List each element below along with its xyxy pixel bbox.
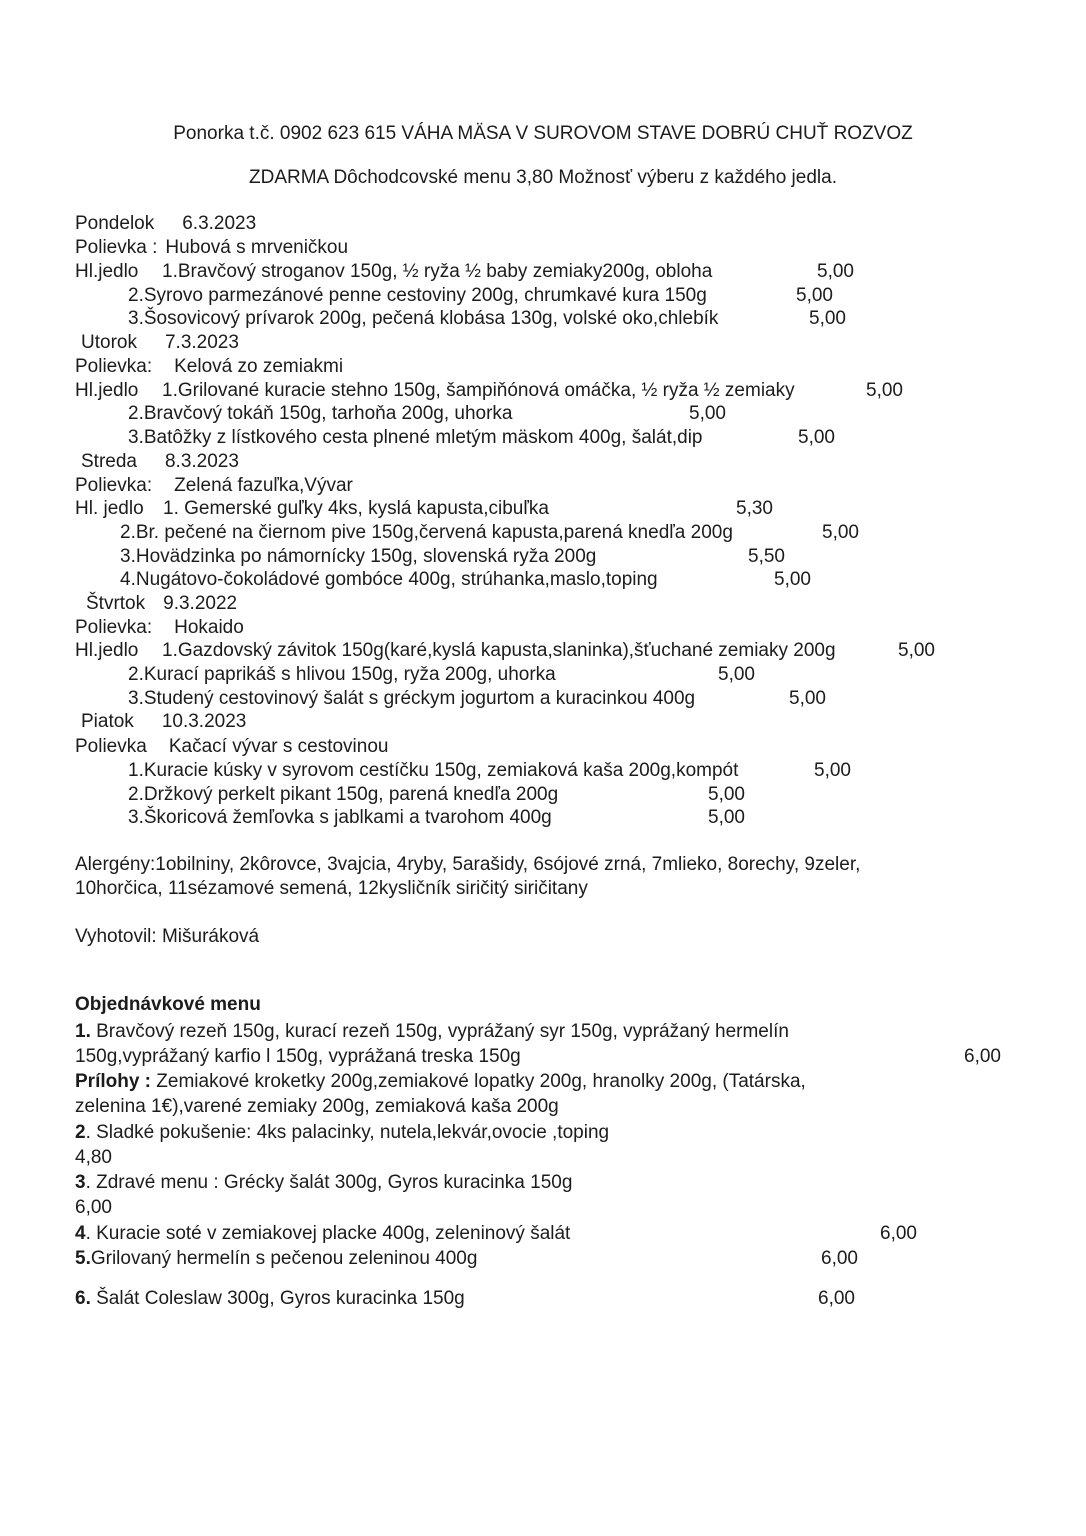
soup-line bbox=[75, 237, 348, 259]
soup-name: Hubová s mrveničkou bbox=[165, 237, 349, 258]
sides-line-1 bbox=[75, 1071, 806, 1093]
item-text: Grilovaný hermelín s pečenou zeleninou 400g bbox=[90, 1248, 478, 1269]
item-text: Bravčový rezeň 150g, kurací rezeň 150g, vyprážaný syr 150g, vyprážaný hermelín bbox=[90, 1021, 789, 1042]
item-number: 6. bbox=[75, 1288, 91, 1309]
dish-text: 1. Gemerské guľky 4ks, kyslá kapusta,cibuľka bbox=[163, 498, 549, 519]
item-number: 3 bbox=[75, 1172, 86, 1193]
order-item-price: 6,00 bbox=[821, 1248, 858, 1269]
soup-label: Polievka bbox=[75, 736, 147, 757]
order-item-5 bbox=[75, 1248, 477, 1270]
dish-text: 3.Studený cestovinový šalát s gréckym jogurtom a kuracinkou 400g bbox=[128, 688, 696, 709]
item-text: . Sladké pokušenie: 4ks palacinky, nutela,lekvár,ovocie ,toping bbox=[85, 1122, 610, 1143]
day-heading bbox=[75, 213, 256, 235]
order-item-2 bbox=[75, 1122, 609, 1144]
dish-price: 5,00 bbox=[789, 688, 826, 709]
dish-text: 3.Batôžky z lístkového cesta plnené mletým mäskom 400g, šalát,dip bbox=[128, 427, 703, 448]
order-item-1-line-2: 150g,vyprážaný karfio l 150g, vyprážaná treska 150g bbox=[75, 1046, 521, 1067]
day-date: 8.3.2023 bbox=[164, 451, 239, 472]
order-menu-title: Objednávkové menu bbox=[75, 994, 261, 1015]
soup-label: Polievka: bbox=[75, 356, 153, 377]
day-name: Piatok bbox=[81, 711, 134, 732]
day-name: Streda bbox=[81, 451, 137, 472]
dish-text: 1.Gazdovský závitok 150g(karé,kyslá kapusta,slaninka),šťuchané zemiaky 200g bbox=[162, 640, 836, 661]
dish-price: 5,00 bbox=[809, 308, 846, 329]
soup-label: Polievka: bbox=[75, 475, 153, 496]
soup-name: Kelová zo zemiakmi bbox=[174, 356, 344, 377]
soup-line bbox=[75, 617, 244, 639]
dish-text: 3.Šosovicový prívarok 200g, pečená klobása 130g, volské oko,chlebík bbox=[128, 308, 719, 329]
main-dish-label: Hl.jedlo bbox=[75, 640, 139, 661]
sides-label: Prílohy : bbox=[75, 1071, 152, 1092]
soup-name: Zelená fazuľka,Vývar bbox=[174, 475, 353, 496]
allergens-line-1: Alergény:1obilniny, 2kôrovce, 3vajcia, 4ryby, 5arašidy, 6sójové zrná, 7mlieko, 8orechy, 9zeler, bbox=[75, 854, 861, 875]
item-number: 5. bbox=[75, 1248, 91, 1269]
day-heading bbox=[81, 451, 239, 473]
item-number: 1. bbox=[75, 1021, 91, 1042]
item-number: 4 bbox=[75, 1223, 86, 1244]
dish-text: 3.Škoricová žemľovka s jablkami a tvarohom 400g bbox=[128, 807, 552, 828]
order-item-price: 6,00 bbox=[818, 1288, 855, 1309]
soup-name: Kačací vývar s cestovinou bbox=[168, 736, 389, 757]
day-heading bbox=[81, 332, 239, 354]
day-name: Utorok bbox=[81, 332, 137, 353]
day-heading bbox=[81, 711, 246, 733]
dish-text: 1.Grilované kuracie stehno 150g, šampiňónová omáčka, ½ ryža ½ zemiaky bbox=[162, 380, 795, 401]
soup-line bbox=[75, 475, 353, 497]
allergens-line-2: 10horčica, 11sézamové semená, 12kysličník siričitý siričitany bbox=[75, 878, 588, 899]
dish-price: 5,00 bbox=[708, 784, 745, 805]
dish-text: 1.Kuracie kúsky v syrovom cestíčku 150g, zemiaková kaša 200g,kompót bbox=[128, 760, 739, 781]
prepared-by: Vyhotovil: Mišuráková bbox=[75, 926, 260, 947]
item-text: . Kuracie soté v zemiakovej placke 400g, zeleninový šalát bbox=[85, 1223, 571, 1244]
dish-price: 5,00 bbox=[822, 522, 859, 543]
item-text: . Zdravé menu : Grécky šalát 300g, Gyros kuracinka 150g bbox=[85, 1172, 573, 1193]
header-line-1: Ponorka t.č. 0902 623 615 VÁHA MÄSA V SUROVOM STAVE DOBRÚ CHUŤ ROZVOZ bbox=[173, 123, 913, 144]
dish-price: 5,00 bbox=[814, 760, 851, 781]
soup-name: Hokaido bbox=[174, 617, 244, 638]
soup-line bbox=[75, 736, 388, 758]
order-item-4 bbox=[75, 1223, 570, 1245]
item-text: Šalát Coleslaw 300g, Gyros kuracinka 150g bbox=[90, 1288, 465, 1309]
dish-price: 5,00 bbox=[798, 427, 835, 448]
dish-price: 5,00 bbox=[898, 640, 935, 661]
sides-text: Zemiakové kroketky 200g,zemiakové lopatky 200g, hranolky 200g, (Tatárska, bbox=[151, 1071, 806, 1092]
dish-price: 5,00 bbox=[774, 569, 811, 590]
dish-price: 5,30 bbox=[736, 498, 773, 519]
dish-price: 5,00 bbox=[796, 285, 833, 306]
dish-price: 5,00 bbox=[817, 261, 854, 282]
order-item-price: 6,00 bbox=[75, 1197, 112, 1218]
dish-price: 5,00 bbox=[689, 403, 726, 424]
main-dish-label: Hl. jedlo bbox=[75, 498, 144, 519]
sides-line-2: zelenina 1€),varené zemiaky 200g, zemiaková kaša 200g bbox=[75, 1096, 559, 1117]
order-item-price: 4,80 bbox=[75, 1147, 112, 1168]
dish-price: 5,00 bbox=[708, 807, 745, 828]
day-date: 9.3.2022 bbox=[163, 593, 238, 614]
dish-text: 1.Bravčový stroganov 150g, ½ ryža ½ baby zemiaky200g, obloha bbox=[162, 261, 713, 282]
header-line-2: ZDARMA Dôchodcovské menu 3,80 Možnosť výberu z každého jedla. bbox=[249, 167, 837, 188]
dish-text: 3.Hovädzinka po námornícky 150g, slovenská ryža 200g bbox=[120, 546, 597, 567]
dish-text: 2.Syrovo parmezánové penne cestoviny 200g, chrumkavé kura 150g bbox=[128, 285, 707, 306]
dish-text: 4.Nugátovo-čokoládové gombóce 400g, strúhanka,maslo,toping bbox=[120, 569, 658, 590]
dish-text: 2.Kurací paprikáš s hlivou 150g, ryža 200g, uhorka bbox=[128, 664, 556, 685]
soup-line bbox=[75, 356, 343, 378]
dish-text: 2.Br. pečené na čiernom pive 150g,červená kapusta,parená knedľa 200g bbox=[120, 522, 733, 543]
day-date: 10.3.2023 bbox=[161, 711, 247, 732]
dish-text: 2.Držkový perkelt pikant 150g, parená knedľa 200g bbox=[128, 784, 559, 805]
day-name: Pondelok bbox=[75, 213, 155, 234]
item-number: 2 bbox=[75, 1122, 86, 1143]
dish-price: 5,00 bbox=[718, 664, 755, 685]
order-item-price: 6,00 bbox=[964, 1046, 1001, 1067]
soup-label: Polievka : bbox=[75, 237, 158, 258]
order-item-3 bbox=[75, 1172, 572, 1194]
main-dish-label: Hl.jedlo bbox=[75, 380, 139, 401]
day-date: 7.3.2023 bbox=[164, 332, 239, 353]
dish-price: 5,00 bbox=[866, 380, 903, 401]
order-item-6 bbox=[75, 1288, 465, 1310]
dish-price: 5,50 bbox=[748, 546, 785, 567]
dish-text: 2.Bravčový tokáň 150g, tarhoňa 200g, uhorka bbox=[128, 403, 513, 424]
order-item-1-line-1 bbox=[75, 1021, 789, 1043]
day-heading bbox=[86, 593, 237, 615]
order-item-price: 6,00 bbox=[880, 1223, 917, 1244]
main-dish-label: Hl.jedlo bbox=[75, 261, 139, 282]
soup-label: Polievka: bbox=[75, 617, 153, 638]
day-name: Štvrtok bbox=[86, 593, 146, 614]
day-date: 6.3.2023 bbox=[182, 213, 257, 234]
